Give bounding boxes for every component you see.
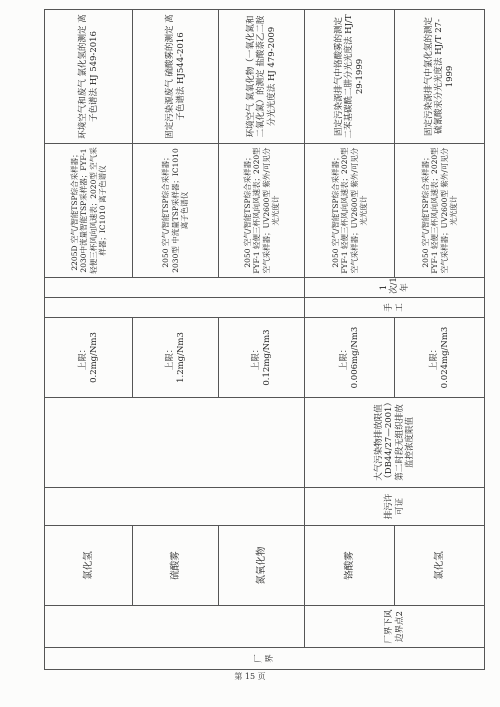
equipment-cell: 2050 空气/智能TSP综合采样器；FYF-1 轻便三杯风向风速表；2020型 空气采样器；UV2600型 紫外/可见分光光度计 bbox=[305, 144, 395, 278]
equipment-cell: 2050 空气/智能TSP综合采样器；2030型 中流量TSP采样器；IC1010 离子色谱仪 bbox=[133, 144, 219, 278]
standard-cell: 大气污染物排放限值（DB44/27—2001）第二时段无组织排放监控浓度限值 bbox=[305, 398, 485, 488]
limit-cell: 上限：0.12mg/Nm3 bbox=[219, 318, 305, 398]
table-row bbox=[133, 10, 219, 670]
frequency-empty bbox=[45, 278, 305, 298]
table-row bbox=[45, 10, 133, 670]
table-row bbox=[395, 10, 485, 670]
pollutant-cell: 氯化氢 bbox=[395, 526, 485, 606]
standard-cell-empty bbox=[45, 398, 305, 488]
equipment-cell: 2205D 空气/智能TSP综合采样器；2030中流量智能TSP采样器；FYF-1 轻便三杯风向风速表；2020型 空气采样器；IC1010 离子色谱仪 bbox=[45, 144, 133, 278]
page-number: 第 15 页 bbox=[234, 672, 266, 681]
equipment-cell: 2050 空气/智能TSP综合采样器；FYF-1 轻便三杯风向风速表；2020型 空气采样器；UV2600型 紫外/可见分光光度计 bbox=[219, 144, 305, 278]
column-a-label: 厂界 bbox=[254, 654, 275, 663]
limit-cell: 上限：0.024mg/Nm3 bbox=[395, 318, 485, 398]
permit-cell-empty bbox=[45, 488, 305, 526]
frequency-method-cell: 手工 bbox=[305, 298, 485, 318]
method-cell: 环境空气和废气 氯化氢的测定 离子色谱法 HJ 549-2016 bbox=[45, 10, 133, 144]
method-cell: 固定污染源排气中氯化氢的测定 硫氰酸汞分光光度法 HJ/T 27-1999 bbox=[395, 10, 485, 144]
permit-cell: 排污许可证 bbox=[305, 488, 485, 526]
method-cell: 环境空气 氮氧化物（一氧化氮和二氧化氮）的测定 盐酸萘乙二胺分光光度法 HJ 479-2009 bbox=[219, 10, 305, 144]
location-cell: 厂界下风边界点2 bbox=[305, 606, 485, 648]
table-row bbox=[219, 10, 305, 670]
method-cell: 固定污染源废气 硫酸雾的测定 离子色谱法 HJ544-2016 bbox=[133, 10, 219, 144]
frequency-method-empty bbox=[45, 298, 305, 318]
rotated-table-wrapper bbox=[44, 10, 484, 670]
limit-cell: 上限：0.006mg/Nm3 bbox=[305, 318, 395, 398]
pollutant-cell: 氯化氢 bbox=[45, 526, 133, 606]
column-a-cell bbox=[45, 648, 485, 670]
limit-cell: 上限：1.2mg/Nm3 bbox=[133, 318, 219, 398]
location-cell-empty bbox=[45, 606, 305, 648]
pollutant-cell: 硫酸雾 bbox=[133, 526, 219, 606]
equipment-cell: 2050 空气/智能TSP综合采样器；FYF-1 轻便三杯风向风速表；2020型 空气采样器；UV2600型 紫外/可见分光光度计 bbox=[395, 144, 485, 278]
monitoring-table bbox=[44, 9, 485, 670]
frequency-cell: 1次/1年 bbox=[305, 278, 485, 298]
table-row bbox=[305, 10, 395, 670]
pollutant-cell: 氮氧化物 bbox=[219, 526, 305, 606]
limit-cell: 上限：0.2mg/Nm3 bbox=[45, 318, 133, 398]
method-cell: 固定污染源排气中铬酸雾的测定 二苯基碳酰二肼分光光度法 HJ/T 29-1999 bbox=[305, 10, 395, 144]
pollutant-cell: 铬酸雾 bbox=[305, 526, 395, 606]
